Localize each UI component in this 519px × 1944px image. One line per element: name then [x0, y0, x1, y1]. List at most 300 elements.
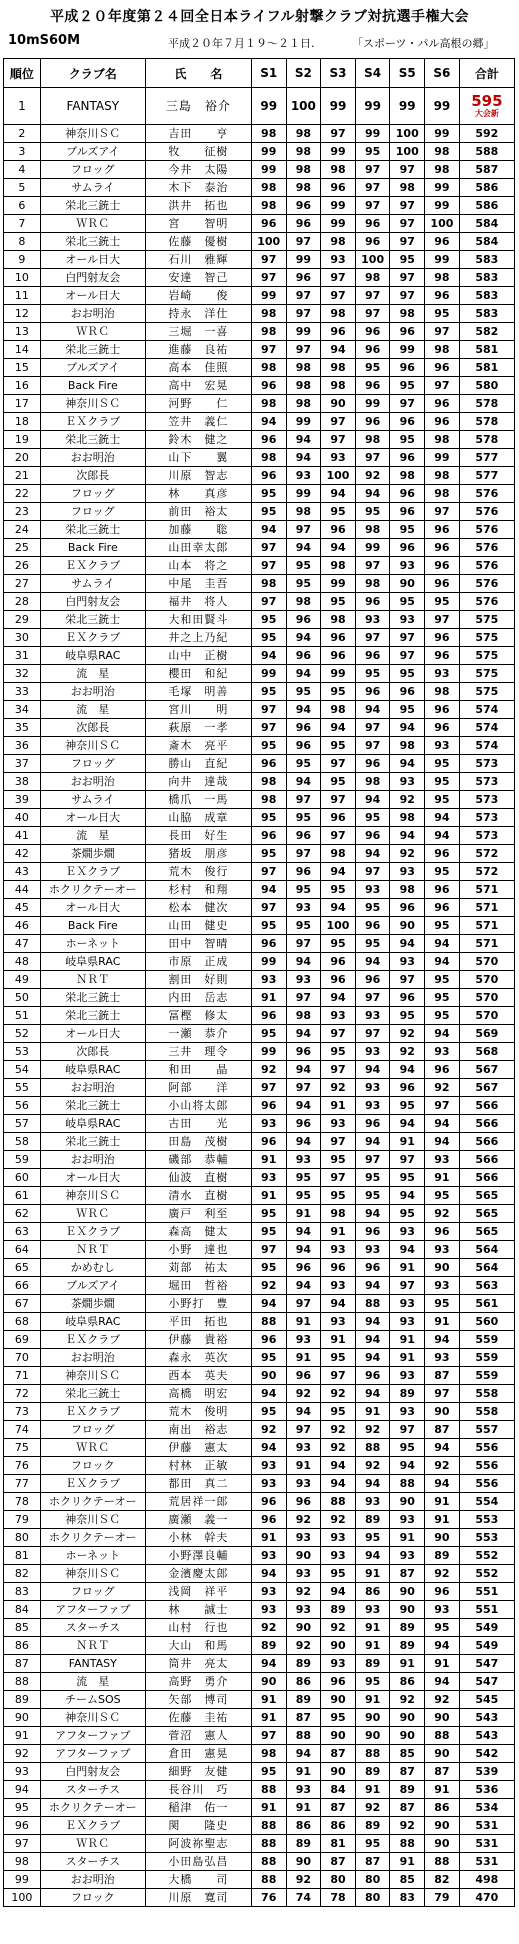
series-score-cell: 95 — [251, 611, 286, 629]
series-score-cell: 90 — [425, 1817, 460, 1835]
series-score-cell: 91 — [355, 1691, 390, 1709]
table-row — [4, 521, 515, 539]
series-score-cell: 93 — [425, 1277, 460, 1295]
table-row — [4, 1781, 515, 1799]
club-cell: おお明治 — [40, 1079, 145, 1097]
series-score-cell: 94 — [355, 953, 390, 971]
series-score-cell: 96 — [425, 359, 460, 377]
series-score-cell: 93 — [321, 449, 356, 467]
series-score-cell: 91 — [390, 1655, 425, 1673]
name-cell: 山村 行也 — [145, 1619, 251, 1637]
series-score-cell: 93 — [321, 1277, 356, 1295]
series-score-cell: 97 — [425, 323, 460, 341]
name-cell: 小野打 豊 — [145, 1295, 251, 1313]
rank-cell: 79 — [4, 1511, 41, 1529]
series-score-cell: 97 — [321, 1133, 356, 1151]
name-cell: 石川 雅輝 — [145, 251, 251, 269]
series-score-cell: 81 — [321, 1835, 356, 1853]
event-venue: 「スポーツ・パル高根の郷」 — [352, 37, 495, 50]
rank-cell: 49 — [4, 971, 41, 989]
table-row — [4, 791, 515, 809]
total-cell: 534 — [459, 1799, 514, 1817]
series-score-cell: 96 — [286, 269, 321, 287]
name-cell: 西本 英夫 — [145, 1367, 251, 1385]
total-cell: 566 — [459, 1133, 514, 1151]
series-score-cell: 95 — [321, 1349, 356, 1367]
rank-cell: 32 — [4, 665, 41, 683]
series-score-cell: 94 — [286, 701, 321, 719]
total-cell: 571 — [459, 899, 514, 917]
table-row — [4, 1241, 515, 1259]
name-cell: 細野 友健 — [145, 1763, 251, 1781]
series-score-cell: 94 — [321, 989, 356, 1007]
table-row — [4, 1835, 515, 1853]
total-cell: 576 — [459, 485, 514, 503]
table-row — [4, 1169, 515, 1187]
series-score-cell: 89 — [390, 1385, 425, 1403]
results-body — [4, 88, 515, 1907]
club-cell: アフターファブ — [40, 1601, 145, 1619]
rank-cell: 50 — [4, 989, 41, 1007]
total-cell — [459, 88, 514, 125]
rank-cell: 53 — [4, 1043, 41, 1061]
club-cell: ブルズアイ — [40, 359, 145, 377]
rank-cell: 1 — [4, 88, 41, 125]
series-score-cell: 96 — [390, 899, 425, 917]
series-score-cell: 99 — [425, 449, 460, 467]
series-score-cell: 97 — [390, 161, 425, 179]
table-row — [4, 287, 515, 305]
series-score-cell: 100 — [321, 467, 356, 485]
series-score-cell: 99 — [251, 161, 286, 179]
rank-cell: 33 — [4, 683, 41, 701]
series-score-cell: 89 — [286, 1691, 321, 1709]
series-score-cell: 97 — [425, 1385, 460, 1403]
series-score-cell: 93 — [425, 737, 460, 755]
table-row — [4, 341, 515, 359]
club-cell: サムライ — [40, 575, 145, 593]
club-cell: 栄北三銃士 — [40, 1097, 145, 1115]
series-score-cell: 94 — [355, 1277, 390, 1295]
total-cell: 539 — [459, 1763, 514, 1781]
club-cell: おお明治 — [40, 305, 145, 323]
club-cell: おお明治 — [40, 449, 145, 467]
series-score-cell: 86 — [355, 1583, 390, 1601]
series-score-cell: 95 — [425, 305, 460, 323]
name-cell: 山田幸太郎 — [145, 539, 251, 557]
club-cell: ＥＸクラブ — [40, 1223, 145, 1241]
rank-cell: 25 — [4, 539, 41, 557]
club-cell: ＮＲＴ — [40, 1241, 145, 1259]
series-score-cell: 97 — [390, 287, 425, 305]
series-score-cell: 96 — [321, 953, 356, 971]
name-cell: 福井 将人 — [145, 593, 251, 611]
series-score-cell: 99 — [251, 143, 286, 161]
series-score-cell: 97 — [286, 341, 321, 359]
table-row — [4, 179, 515, 197]
name-cell: 勝山 直紀 — [145, 755, 251, 773]
club-cell: ホクリクテーオー — [40, 1529, 145, 1547]
series-score-cell: 97 — [321, 287, 356, 305]
club-cell: フロック — [40, 1457, 145, 1475]
name-cell: 宮川 明 — [145, 701, 251, 719]
series-score-cell: 98 — [286, 1007, 321, 1025]
series-score-cell: 94 — [355, 1547, 390, 1565]
series-score-cell: 93 — [251, 1115, 286, 1133]
series-score-cell: 97 — [355, 305, 390, 323]
rank-cell: 67 — [4, 1295, 41, 1313]
total-cell: 543 — [459, 1727, 514, 1745]
series-score-cell: 97 — [425, 503, 460, 521]
series-score-cell: 92 — [390, 1025, 425, 1043]
series-score-cell: 95 — [321, 737, 356, 755]
series-score-cell: 84 — [321, 1781, 356, 1799]
table-row — [4, 809, 515, 827]
series-score-cell: 97 — [390, 233, 425, 251]
total-value: 595 — [471, 92, 503, 110]
total-cell: 576 — [459, 503, 514, 521]
name-cell: 大山 和馬 — [145, 1637, 251, 1655]
table-row — [4, 1583, 515, 1601]
table-row — [4, 215, 515, 233]
series-score-cell: 98 — [251, 197, 286, 215]
series-score-cell: 95 — [425, 1007, 460, 1025]
series-score-cell: 94 — [321, 1457, 356, 1475]
series-score-cell: 90 — [425, 1709, 460, 1727]
series-score-cell: 96 — [355, 323, 390, 341]
series-score-cell: 95 — [425, 1295, 460, 1313]
series-score-cell: 87 — [390, 1565, 425, 1583]
series-score-cell: 93 — [251, 1475, 286, 1493]
series-score-cell: 95 — [425, 791, 460, 809]
series-score-cell: 97 — [390, 395, 425, 413]
series-score-cell: 93 — [390, 1313, 425, 1331]
club-cell: スターチス — [40, 1781, 145, 1799]
table-row — [4, 1187, 515, 1205]
series-score-cell: 96 — [286, 1259, 321, 1277]
total-cell: 545 — [459, 1691, 514, 1709]
series-score-cell: 94 — [355, 485, 390, 503]
series-score-cell: 95 — [390, 1097, 425, 1115]
rank-cell: 63 — [4, 1223, 41, 1241]
rank-cell: 89 — [4, 1691, 41, 1709]
series-score-cell: 98 — [321, 845, 356, 863]
rank-cell: 80 — [4, 1529, 41, 1547]
series-score-cell: 92 — [286, 1583, 321, 1601]
series-score-cell: 93 — [390, 1295, 425, 1313]
series-score-cell: 94 — [286, 1241, 321, 1259]
series-score-cell: 91 — [425, 1511, 460, 1529]
club-cell: 流 星 — [40, 665, 145, 683]
series-score-cell: 95 — [355, 1835, 390, 1853]
rank-cell: 26 — [4, 557, 41, 575]
series-score-cell: 99 — [355, 88, 390, 125]
series-score-cell: 94 — [390, 1115, 425, 1133]
name-cell: 村林 正敏 — [145, 1457, 251, 1475]
name-cell: 山田 健史 — [145, 917, 251, 935]
club-cell: 神奈川ＳＣ — [40, 395, 145, 413]
series-score-cell: 95 — [286, 1187, 321, 1205]
name-cell: 佐藤 圭祐 — [145, 1709, 251, 1727]
table-row — [4, 1007, 515, 1025]
series-score-cell: 99 — [286, 413, 321, 431]
series-score-cell: 99 — [321, 215, 356, 233]
series-score-cell: 87 — [355, 1853, 390, 1871]
series-score-cell: 97 — [286, 233, 321, 251]
table-row — [4, 1601, 515, 1619]
name-cell: 都田 真二 — [145, 1475, 251, 1493]
rank-cell: 58 — [4, 1133, 41, 1151]
series-score-cell: 95 — [251, 485, 286, 503]
series-score-cell: 97 — [321, 791, 356, 809]
club-cell: ＮＲＴ — [40, 971, 145, 989]
series-score-cell: 97 — [251, 251, 286, 269]
name-cell: 川原 寛司 — [145, 1889, 251, 1907]
series-score-cell: 97 — [286, 305, 321, 323]
series-score-cell: 92 — [355, 467, 390, 485]
total-cell: 575 — [459, 647, 514, 665]
series-score-cell: 96 — [390, 539, 425, 557]
name-cell: 斎木 亮平 — [145, 737, 251, 755]
series-score-cell: 97 — [321, 1169, 356, 1187]
total-cell: 565 — [459, 1187, 514, 1205]
series-score-cell: 97 — [251, 899, 286, 917]
series-score-cell: 97 — [425, 611, 460, 629]
series-score-cell: 96 — [286, 1493, 321, 1511]
rank-cell: 75 — [4, 1439, 41, 1457]
table-row — [4, 251, 515, 269]
club-cell: FANTASY — [40, 1655, 145, 1673]
club-cell: ＥＸクラブ — [40, 1475, 145, 1493]
club-cell: フロッグ — [40, 485, 145, 503]
series-score-cell: 93 — [390, 1403, 425, 1421]
series-score-cell: 98 — [425, 683, 460, 701]
table-row — [4, 485, 515, 503]
name-cell: 小林 幹夫 — [145, 1529, 251, 1547]
series-score-cell: 99 — [390, 341, 425, 359]
table-row — [4, 1133, 515, 1151]
club-cell: 栄北三銃士 — [40, 1385, 145, 1403]
club-cell: ＮＲＴ — [40, 1637, 145, 1655]
table-row — [4, 1619, 515, 1637]
table-row — [4, 88, 515, 125]
series-score-cell: 97 — [355, 863, 390, 881]
name-cell: 猪坂 朋彦 — [145, 845, 251, 863]
series-score-cell: 95 — [425, 1619, 460, 1637]
name-cell: 高野 勇介 — [145, 1673, 251, 1691]
series-score-cell: 94 — [425, 1439, 460, 1457]
rank-cell: 98 — [4, 1853, 41, 1871]
club-cell: 神奈川ＳＣ — [40, 1511, 145, 1529]
table-row — [4, 377, 515, 395]
series-score-cell: 88 — [251, 1313, 286, 1331]
series-score-cell: 98 — [321, 359, 356, 377]
name-cell: 杉村 和翔 — [145, 881, 251, 899]
series-score-cell: 90 — [286, 1547, 321, 1565]
total-cell: 566 — [459, 1169, 514, 1187]
series-score-cell: 94 — [251, 1385, 286, 1403]
series-score-cell: 95 — [286, 1169, 321, 1187]
name-cell: 伊藤 憲太 — [145, 1439, 251, 1457]
rank-cell: 22 — [4, 485, 41, 503]
total-cell: 567 — [459, 1061, 514, 1079]
series-score-cell: 91 — [251, 1691, 286, 1709]
series-score-cell: 96 — [355, 755, 390, 773]
series-score-cell: 94 — [355, 791, 390, 809]
name-cell: 三島 裕介 — [145, 88, 251, 125]
club-cell: フロッグ — [40, 503, 145, 521]
name-cell: 櫻田 和紀 — [145, 665, 251, 683]
series-score-cell: 96 — [321, 1673, 356, 1691]
table-row — [4, 1151, 515, 1169]
series-score-cell: 99 — [286, 323, 321, 341]
club-cell: 岐阜県RAC — [40, 953, 145, 971]
name-cell: 鈴木 健之 — [145, 431, 251, 449]
rank-cell: 34 — [4, 701, 41, 719]
rank-cell: 11 — [4, 287, 41, 305]
rank-cell: 9 — [4, 251, 41, 269]
table-row — [4, 1367, 515, 1385]
series-score-cell: 91 — [286, 1313, 321, 1331]
series-score-cell: 92 — [321, 1385, 356, 1403]
series-score-cell: 93 — [321, 251, 356, 269]
series-score-cell: 90 — [251, 1367, 286, 1385]
total-cell: 588 — [459, 143, 514, 161]
series-score-cell: 98 — [321, 377, 356, 395]
series-score-cell: 98 — [251, 575, 286, 593]
name-cell: 向井 達哉 — [145, 773, 251, 791]
series-score-cell: 91 — [251, 989, 286, 1007]
name-cell: 筒井 亮太 — [145, 1655, 251, 1673]
series-score-cell: 93 — [286, 1781, 321, 1799]
club-cell: サムライ — [40, 791, 145, 809]
series-score-cell: 94 — [390, 1241, 425, 1259]
series-score-cell: 88 — [251, 1781, 286, 1799]
table-row — [4, 593, 515, 611]
series-score-cell: 97 — [355, 557, 390, 575]
series-score-cell: 92 — [425, 1691, 460, 1709]
total-cell: 566 — [459, 1115, 514, 1133]
series-score-cell: 98 — [286, 593, 321, 611]
club-cell: サムライ — [40, 179, 145, 197]
series-score-cell: 92 — [390, 1043, 425, 1061]
series-score-cell: 94 — [286, 449, 321, 467]
series-score-cell: 94 — [425, 1637, 460, 1655]
series-score-cell: 91 — [321, 1331, 356, 1349]
series-score-cell: 98 — [286, 143, 321, 161]
series-score-cell: 97 — [321, 269, 356, 287]
series-score-cell: 98 — [390, 467, 425, 485]
series-score-cell: 93 — [425, 1349, 460, 1367]
header-s1: S1 — [251, 59, 286, 88]
series-score-cell: 95 — [251, 1403, 286, 1421]
club-cell: 栄北三銃士 — [40, 233, 145, 251]
series-score-cell: 95 — [251, 845, 286, 863]
series-score-cell: 97 — [251, 701, 286, 719]
series-score-cell: 96 — [425, 1223, 460, 1241]
series-score-cell: 93 — [251, 1547, 286, 1565]
series-score-cell: 92 — [251, 1421, 286, 1439]
series-score-cell: 94 — [390, 1187, 425, 1205]
series-score-cell: 93 — [251, 971, 286, 989]
series-score-cell: 87 — [425, 1763, 460, 1781]
header-s4: S4 — [355, 59, 390, 88]
series-score-cell: 94 — [251, 1655, 286, 1673]
rank-cell: 6 — [4, 197, 41, 215]
series-score-cell: 94 — [286, 1277, 321, 1295]
rank-cell: 44 — [4, 881, 41, 899]
series-score-cell: 92 — [321, 1511, 356, 1529]
name-cell: 大橋 司 — [145, 1871, 251, 1889]
series-score-cell: 89 — [355, 1763, 390, 1781]
rank-cell: 24 — [4, 521, 41, 539]
series-score-cell: 95 — [390, 701, 425, 719]
total-cell: 561 — [459, 1295, 514, 1313]
series-score-cell: 95 — [251, 809, 286, 827]
series-score-cell: 94 — [390, 1061, 425, 1079]
total-cell: 553 — [459, 1529, 514, 1547]
club-cell: 茶燗歩燗 — [40, 845, 145, 863]
series-score-cell: 98 — [355, 521, 390, 539]
club-cell: フロッグ — [40, 1421, 145, 1439]
series-score-cell: 96 — [425, 1583, 460, 1601]
name-cell: 松本 健次 — [145, 899, 251, 917]
club-cell: アフターファブ — [40, 1745, 145, 1763]
series-score-cell: 95 — [251, 917, 286, 935]
series-score-cell: 79 — [425, 1889, 460, 1907]
series-score-cell: 99 — [321, 197, 356, 215]
series-score-cell: 95 — [251, 683, 286, 701]
series-score-cell: 97 — [390, 1277, 425, 1295]
club-cell: 岐阜県RAC — [40, 1061, 145, 1079]
series-score-cell: 97 — [355, 287, 390, 305]
rank-cell: 27 — [4, 575, 41, 593]
series-score-cell: 99 — [355, 539, 390, 557]
series-score-cell: 98 — [321, 1205, 356, 1223]
series-score-cell: 96 — [251, 377, 286, 395]
series-score-cell: 94 — [286, 1133, 321, 1151]
event-date: 平成２０年７月１９～２１日. — [168, 37, 315, 50]
series-score-cell: 88 — [251, 1871, 286, 1889]
club-cell: 流 星 — [40, 1673, 145, 1691]
rank-cell: 65 — [4, 1259, 41, 1277]
sub-header — [0, 32, 519, 50]
series-score-cell: 95 — [286, 557, 321, 575]
series-score-cell: 94 — [321, 1295, 356, 1313]
rank-cell: 52 — [4, 1025, 41, 1043]
series-score-cell: 95 — [251, 1763, 286, 1781]
series-score-cell: 96 — [286, 719, 321, 737]
table-row — [4, 1673, 515, 1691]
series-score-cell: 94 — [425, 1115, 460, 1133]
table-row — [4, 1511, 515, 1529]
series-score-cell: 99 — [286, 251, 321, 269]
rank-cell: 28 — [4, 593, 41, 611]
series-score-cell: 99 — [390, 88, 425, 125]
series-score-cell: 93 — [286, 899, 321, 917]
rank-cell: 47 — [4, 935, 41, 953]
series-score-cell: 100 — [321, 917, 356, 935]
total-cell: 558 — [459, 1403, 514, 1421]
table-row — [4, 323, 515, 341]
total-cell: 567 — [459, 1079, 514, 1097]
series-score-cell: 95 — [355, 899, 390, 917]
series-score-cell: 90 — [355, 1709, 390, 1727]
series-score-cell: 97 — [321, 125, 356, 143]
total-cell: 583 — [459, 305, 514, 323]
header-row — [4, 59, 515, 88]
series-score-cell: 95 — [321, 1709, 356, 1727]
